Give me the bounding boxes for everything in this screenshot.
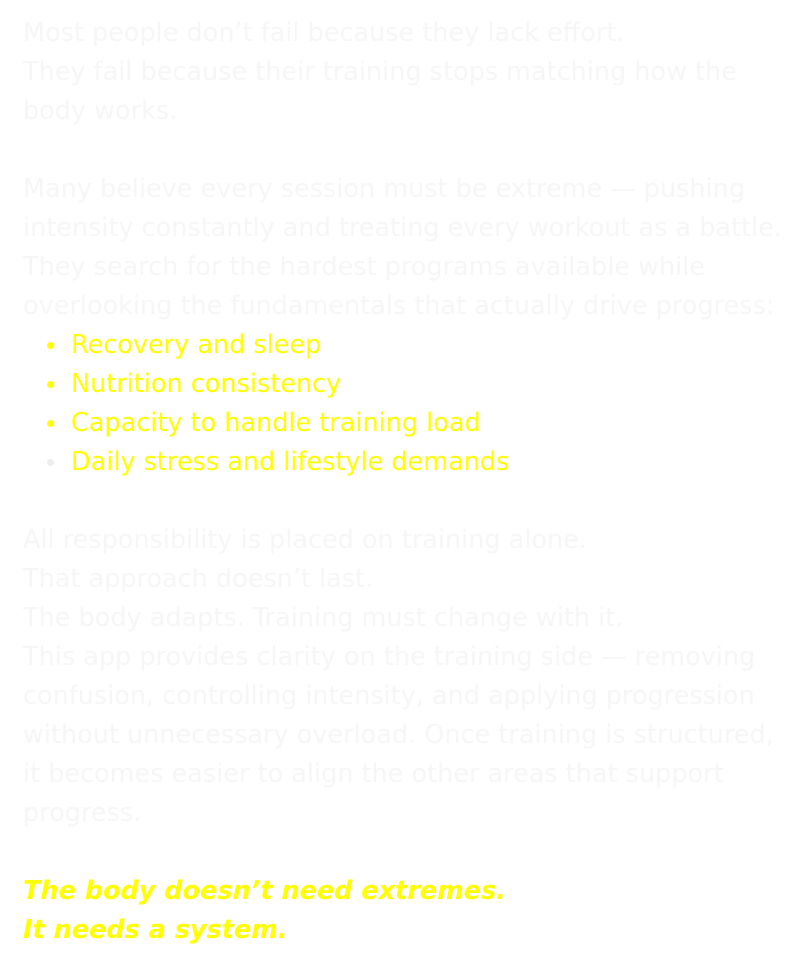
bullet-icon [47,420,54,427]
responsibility-line-3: The body adapts. Training must change with it. [23,603,624,633]
list-item [71,365,798,404]
bullet-icon [47,342,54,349]
list-item-label: Nutrition consistency [71,369,342,399]
paragraph-spacer [23,833,798,872]
paragraph-spacer [23,131,798,170]
intro-line-2: They fail because their training stops matching how the body works. [23,57,737,126]
responsibility-line-2: That approach doesn’t last. [23,564,374,594]
bullet-icon [47,381,54,388]
intro-line-1: Most people don’t fail because they lack effort. [23,18,625,48]
belief-paragraph: Many believe every session must be extreme — pushing intensity constantly and treating every workout as a battle. They search for the hardest programs available while overlooking the fundamentals that actually drive progress: [23,174,782,321]
bullet-icon [47,459,54,466]
app-clarity-paragraph: This app provides clarity on the training side — removing confusion, controlling intensity, and applying progression without unnecessary overload. Once training is structured, it becomes easier to align the other areas that support progress. [23,642,774,828]
list-item [71,443,798,482]
list-item [71,326,798,365]
list-item-label: Capacity to handle training load [71,408,481,438]
fundamentals-list [23,326,798,482]
paragraph-spacer [23,482,798,521]
list-item-label: Daily stress and lifestyle demands [71,447,510,477]
closing-line-2: It needs a system. [23,915,288,945]
list-item-label: Recovery and sleep [71,330,322,360]
list-item [71,404,798,443]
responsibility-line-1: All responsibility is placed on training alone. [23,525,587,555]
closing-line-1: The body doesn’t need extremes. [23,876,506,906]
article-body [23,14,798,950]
